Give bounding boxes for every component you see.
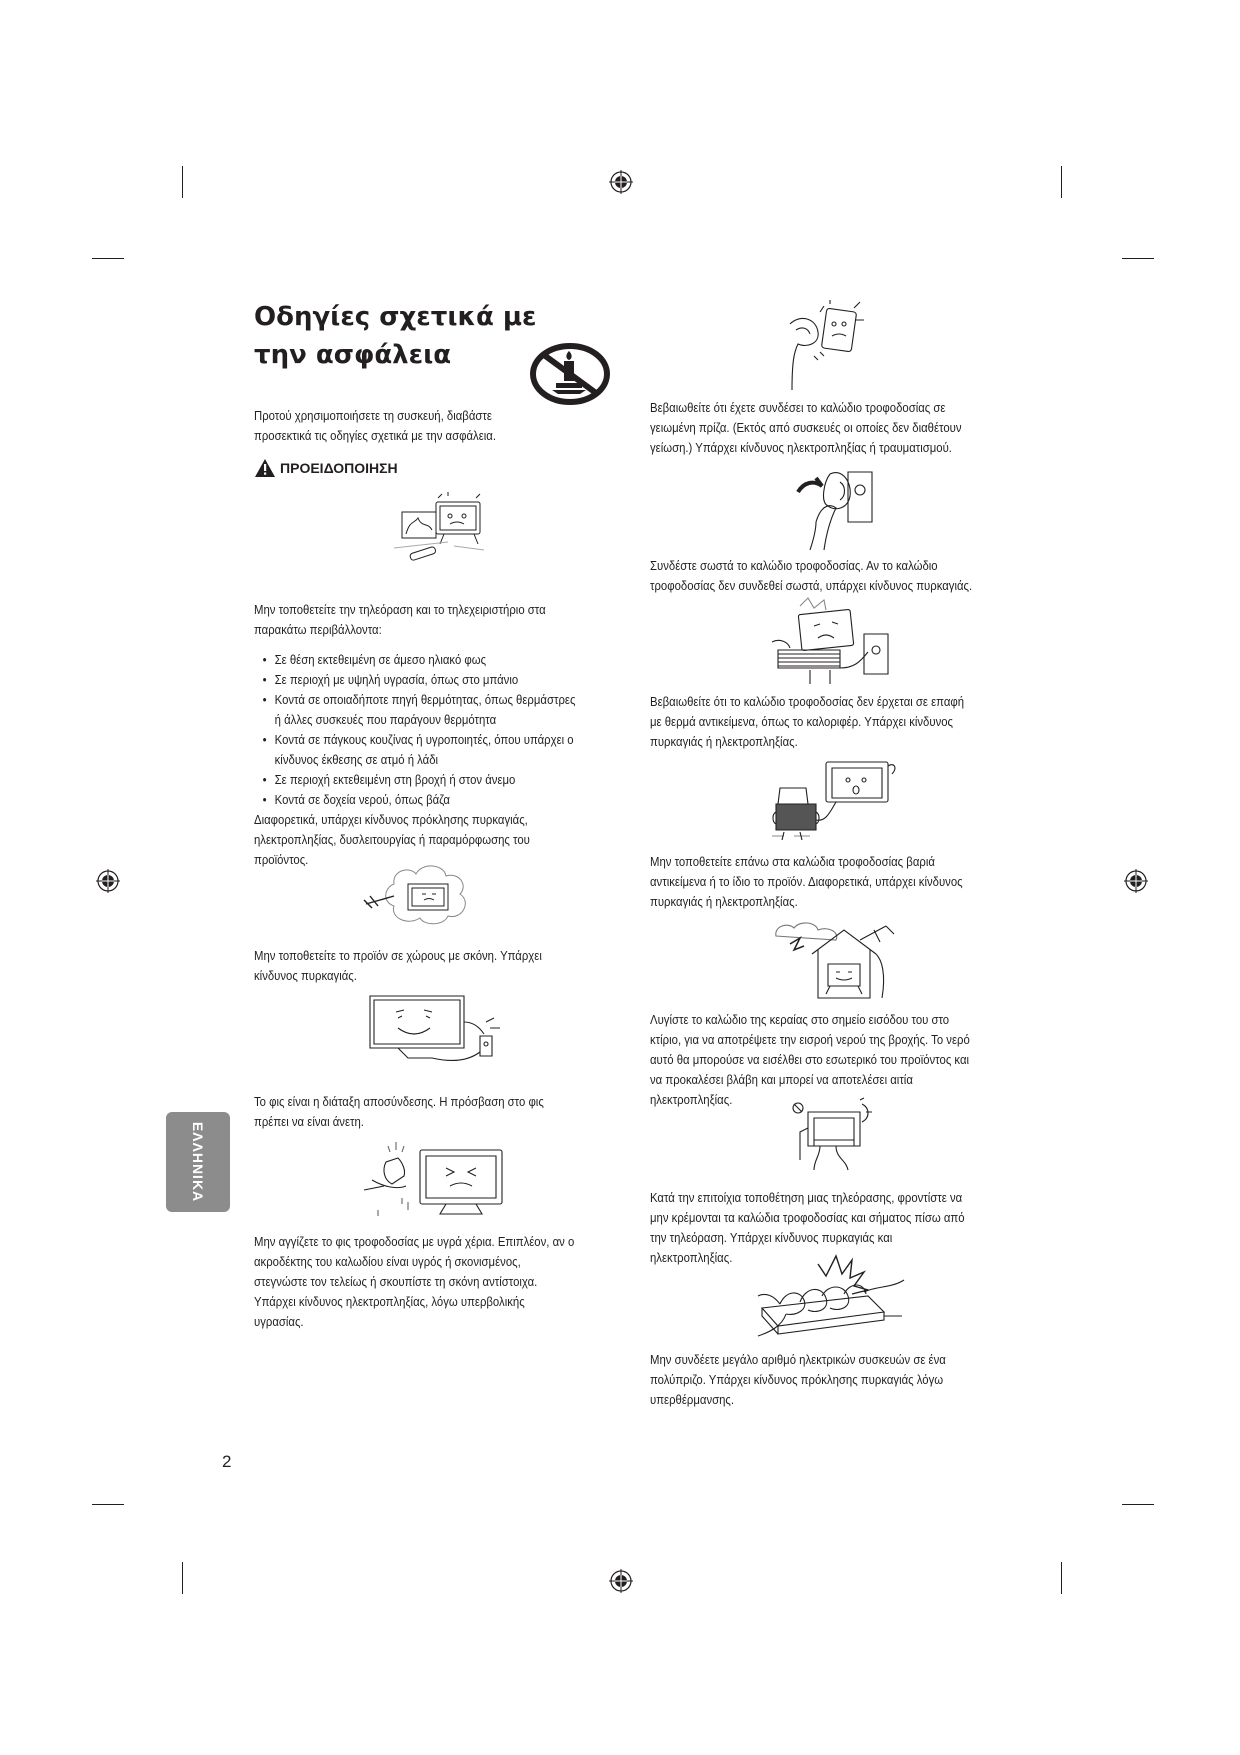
list-item: • Κοντά σε πάγκους κουζίνας ή υγροποιητές, όπου υπάρχει ο κίνδυνος έκθεσης σε ατμό ή λάδι <box>254 730 577 770</box>
antenna-paragraph: Λυγίστε το καλώδιο της κεραίας στο σημείο εισόδου του στο κτίριο, για να αποτρέψετε την εισροή νερού της βροχής. Το νερό αυτό θα μπορούσε να εισέλθει στο εσωτερικό του προϊόντος και να προκαλέσει βλάβη και μπορεί να αποτελέσει αιτία ηλεκτροπληξίας. <box>650 1012 970 1107</box>
connect-cord-illustration <box>796 462 876 552</box>
crop-mark-top-left-h <box>92 258 124 259</box>
page-title: Οδηγίες σχετικά με την ασφάλεια <box>254 302 537 370</box>
registration-mark-icon <box>609 1569 633 1593</box>
warning-label: ΠΡΟΕΙΔΟΠΟΙΗΣΗ <box>280 460 398 476</box>
warning-triangle-icon <box>254 458 276 478</box>
intro-text <box>254 406 521 446</box>
registration-mark-icon <box>1124 869 1148 893</box>
page-number: 2 <box>222 1452 232 1471</box>
power-strip-text <box>650 1350 973 1410</box>
antenna-text <box>650 1010 973 1110</box>
wet-hands-paragraph: Μην αγγίζετε το φις τροφοδοσίας με υγρά χέρια. Επιπλέον, αν ο ακροδέκτης του καλωδίου είναι υγρός ή σκονισμένος, στεγνώστε τον τελείως ή σκουπίστε τη σκόνη αντίστοιχα. Υπάρχει κίνδυνος ηλεκτροπληξίας, λόγω υπερβολικής υγρασίας. <box>254 1234 575 1329</box>
connect-text <box>650 556 973 596</box>
crop-mark-top-left-v <box>182 166 183 198</box>
dust-text <box>254 946 577 986</box>
warning-heading <box>254 458 398 478</box>
environment-list <box>254 650 577 810</box>
heater-paragraph: Βεβαιωθείτε ότι το καλώδιο τροφοδοσίας δεν έρχεται σε επαφή με θερμά αντικείμενα, όπως το καλοριφέρ. Υπάρχει κίνδυνος πυρκαγιάς ή ηλεκτροπληξίας. <box>650 694 965 749</box>
crop-mark-top-right-h <box>1122 258 1154 259</box>
language-tab-label: ΕΛΛΗΝΙΚΑ <box>190 1121 206 1203</box>
dust-illustration <box>364 860 484 930</box>
wall-mount-illustration <box>790 1098 874 1176</box>
language-tab <box>166 1112 230 1212</box>
wet-hands-text <box>254 1232 577 1332</box>
crop-mark-bottom-right-v <box>1061 1562 1062 1594</box>
registration-mark-icon <box>609 170 633 194</box>
heater-illustration <box>770 598 900 686</box>
list-item: • Σε θέση εκτεθειμένη σε άμεσο ηλιακό φως <box>254 650 577 670</box>
grounded-paragraph: Βεβαιωθείτε ότι έχετε συνδέσει το καλώδιο τροφοδοσίας σε γειωμένη πρίζα. (Εκτός από συσκευές οι οποίες δεν διαθέτουν γείωση.) Υπάρχει κίνδυνος ηλεκτροπληξίας ή τραυματισμού. <box>650 400 962 455</box>
environment-intro: Μην τοποθετείτε την τηλεόραση και το τηλεχειριστήριο στα παρακάτω περιβάλλοντα: <box>254 602 546 637</box>
wet-hands-illustration <box>362 1140 512 1220</box>
grounded-plug-illustration <box>776 300 866 392</box>
crop-mark-bottom-left-h <box>92 1504 124 1505</box>
wall-mount-paragraph: Κατά την επιτοίχια τοποθέτηση μιας τηλεόρασης, φροντίστε να μην κρέμονται τα καλώδια τροφοδοσίας και σήματος πίσω από την τηλεόραση. Υπάρχει κίνδυνος πυρκαγιάς και ηλεκτροπληξίας. <box>650 1190 965 1265</box>
list-item: • Σε περιοχή εκτεθειμένη στη βροχή ή στον άνεμο <box>254 770 577 790</box>
crop-mark-bottom-left-v <box>182 1562 183 1594</box>
connect-paragraph: Συνδέστε σωστά το καλώδιο τροφοδοσίας. Αν το καλώδιο τροφοδοσίας δεν συνδεθεί σωστά, υπάρχει κίνδυνος πυρκαγιάς. <box>650 558 973 593</box>
crop-mark-bottom-right-h <box>1122 1504 1154 1505</box>
environment-section <box>254 600 577 870</box>
heavy-object-paragraph: Μην τοποθετείτε επάνω στα καλώδια τροφοδοσίας βαριά αντικείμενα ή το ίδιο το προϊόν. Διαφορετικά, υπάρχει κίνδυνος πυρκαγιάς ή ηλεκτροπληξίας. <box>650 854 963 909</box>
plug-text <box>254 1092 577 1132</box>
crop-mark-top-right-v <box>1061 166 1062 198</box>
power-strip-paragraph: Μην συνδέετε μεγάλο αριθμό ηλεκτρικών συσκευών σε ένα πολύπριζο. Υπάρχει κίνδυνος πρόκλησης πυρκαγιάς λόγω υπερθέρμανσης. <box>650 1352 946 1407</box>
plug-disconnect-illustration <box>368 994 504 1068</box>
list-item: • Σε περιοχή με υψηλή υγρασία, όπως στο μπάνιο <box>254 670 577 690</box>
heavy-object-illustration <box>770 758 900 842</box>
list-item: • Κοντά σε δοχεία νερού, όπως βάζα <box>254 790 577 810</box>
antenna-house-illustration <box>770 920 900 1000</box>
plug-paragraph: Το φις είναι η διάταξη αποσύνδεσης. Η πρόσβαση στο φις πρέπει να είναι άνετη. <box>254 1094 544 1129</box>
heater-text <box>650 692 973 752</box>
list-item: • Κοντά σε οποιαδήποτε πηγή θερμότητας, όπως θερμάστρες ή άλλες συσκευές που παράγουν θερμότητα <box>254 690 577 730</box>
environment-outro: Διαφορετικά, υπάρχει κίνδυνος πρόκλησης πυρκαγιάς, ηλεκτροπληξίας, δυσλειτουργίας ή παραμόρφωσης του προϊόντος. <box>254 812 530 867</box>
dust-paragraph: Μην τοποθετείτε το προϊόν σε χώρους με σκόνη. Υπάρχει κίνδυνος πυρκαγιάς. <box>254 948 542 983</box>
registration-mark-icon <box>96 869 120 893</box>
power-strip-illustration <box>756 1256 906 1344</box>
intro-paragraph: Προτού χρησιμοποιήσετε τη συσκευή, διαβάστε προσεκτικά τις οδηγίες σχετικά με την ασφάλεια. <box>254 408 496 443</box>
tv-remote-illustration <box>388 494 488 570</box>
no-candle-icon <box>530 343 610 405</box>
grounded-text <box>650 398 973 458</box>
heavy-object-text <box>650 852 973 912</box>
